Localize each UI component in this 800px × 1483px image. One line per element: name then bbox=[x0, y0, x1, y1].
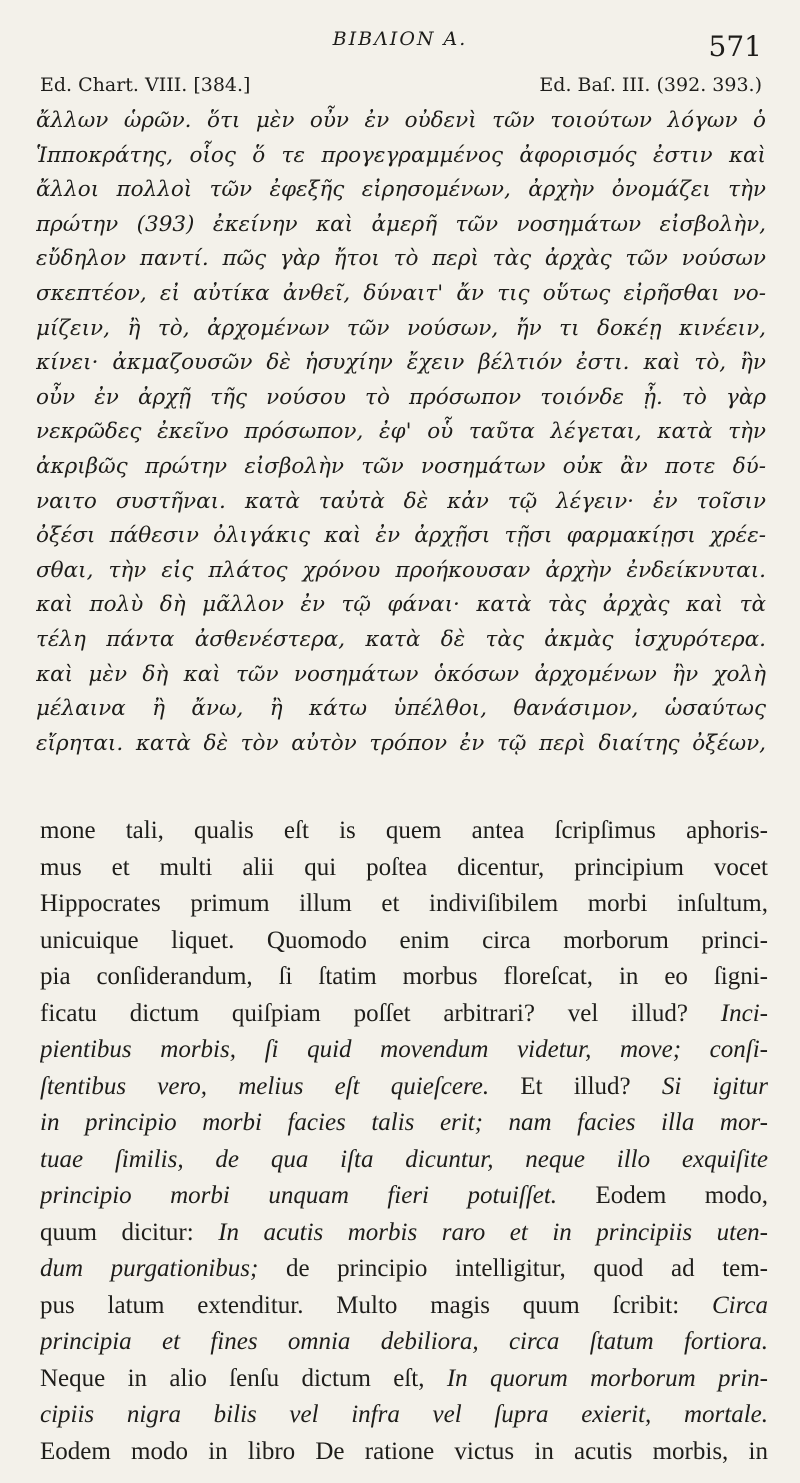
greek-text-line: ἄλλων ὡρῶν. ὅτι μὲν οὖν ἐν οὐδενὶ τῶν τοιούτων λόγων ὁ bbox=[36, 108, 766, 133]
latin-text-run: quum dicitur: bbox=[40, 1218, 219, 1246]
latin-text-line bbox=[40, 1361, 768, 1398]
latin-text-line bbox=[40, 850, 768, 887]
greek-text-line: εὔδηλον παντί. πῶς γὰρ ἤτοι τὸ περὶ τὰς ἀρχὰς τῶν νούσων bbox=[36, 246, 766, 272]
latin-text-line bbox=[40, 1215, 768, 1252]
greek-text-block bbox=[36, 104, 766, 761]
italic-quotation: principia et fines omnia debiliora, circa ſtatum fortiora. bbox=[40, 1328, 768, 1355]
greek-text-line: σκεπτέον, εἰ αὐτίκα ἀνθεῖ, δύναιτ' ἄν τις οὕτως εἰρῆσθαι νο- bbox=[36, 280, 766, 306]
latin-text-line bbox=[40, 1178, 768, 1215]
latin-text-line bbox=[40, 923, 768, 960]
latin-text-run: de principio intelligitur, quod ad tem- bbox=[258, 1255, 768, 1282]
latin-text-line bbox=[40, 1324, 768, 1361]
italic-quotation: in principio morbi facies talis erit; nam facies illa mor- bbox=[40, 1109, 768, 1136]
edition-reference-chart: Ed. Chart. VIII. [384.] bbox=[40, 74, 251, 96]
latin-text-run: pia conſiderandum, ſi ſtatim morbus floreſcat, in eo ſigni- bbox=[40, 963, 768, 990]
italic-quotation: pientibus morbis, ſi quid movendum videtur, move; conſi- bbox=[40, 1036, 768, 1063]
greek-text-line: κίνει· ἀκμαζουσῶν δὲ ἡσυχίην ἔχειν βέλτιόν ἐστι. καὶ τὸ, ἢν bbox=[36, 350, 766, 376]
italic-quotation: ſtentibus vero, melius eſt quieſcere. bbox=[40, 1072, 490, 1100]
latin-text-line bbox=[40, 996, 768, 1033]
edition-reference-basel: Ed. Baſ. III. (392. 393.) bbox=[539, 74, 762, 96]
latin-text-run: pus latum extenditur. Multo magis quum ſcribit: bbox=[40, 1291, 712, 1319]
latin-text-block bbox=[40, 813, 768, 1470]
italic-quotation: principio morbi unquam fieri potuiſſet. bbox=[40, 1182, 558, 1209]
latin-text-line bbox=[40, 813, 768, 850]
italic-quotation: cipiis nigra bilis vel infra vel ſupra exierit, mortale. bbox=[40, 1401, 768, 1428]
italic-quotation: tuae ſimilis, de qua iſta dicuntur, neque illo exquiſite bbox=[40, 1145, 768, 1173]
latin-text-line bbox=[40, 1105, 768, 1142]
latin-text-line bbox=[40, 959, 768, 996]
latin-text-line bbox=[40, 1142, 768, 1179]
latin-text-line bbox=[40, 1069, 768, 1106]
latin-text-line bbox=[40, 1032, 768, 1069]
greek-text-line: καὶ μὲν δὴ καὶ τῶν νοσημάτων ὁκόσων ἀρχομένων ἢν χολὴ bbox=[36, 661, 766, 687]
italic-quotation: Circa bbox=[711, 1291, 768, 1319]
latin-text-run: mus et multi alii qui poſtea dicentur, principium vocet bbox=[40, 853, 768, 881]
latin-text-run: ficatu dictum quiſpiam poſſet arbitrari? vel illud? bbox=[40, 999, 721, 1027]
italic-quotation: In acutis morbis raro et in principiis uten- bbox=[218, 1218, 768, 1246]
greek-text-line: Ἱπποκράτης, οἷος ὅ τε προγεγραμμένος ἀφορισμός ἐστιν καὶ bbox=[36, 142, 766, 168]
latin-text-line bbox=[40, 1288, 768, 1325]
page-number: 571 bbox=[708, 30, 762, 63]
latin-text-line bbox=[40, 1251, 768, 1288]
italic-quotation: Inci- bbox=[720, 999, 768, 1027]
greek-text-line: ναιτο συστῆναι. κατὰ ταὐτὰ δὲ κἀν τῷ λέγειν· ἐν τοῖσιν bbox=[36, 488, 766, 514]
latin-text-run: Et illud? bbox=[489, 1072, 662, 1100]
greek-text-line: μίζειν, ἢ τὸ, ἀρχομένων τῶν νούσων, ἤν τι δοκέῃ κινέειν, bbox=[36, 315, 766, 341]
greek-text-line: πρώτην (393) ἐκείνην καὶ ἀμερῆ τῶν νοσημάτων εἰσβολὴν, bbox=[36, 211, 766, 237]
latin-text-run: unicuique liquet. Quomodo enim circa morborum princi- bbox=[40, 926, 768, 954]
greek-text-line: μέλαινα ἢ ἄνω, ἢ κάτω ὑπέλθοι, θανάσιμον, ὡσαύτως bbox=[36, 696, 766, 722]
running-head: ΒΙΒΛΙΟΝ Α. bbox=[332, 28, 468, 50]
greek-text-line: σθαι, τὴν εἰς πλάτος χρόνου προήκουσαν ἀρχὴν ἐνδείκνυται. bbox=[36, 557, 766, 583]
latin-text-run: mone tali, qualis eſt is quem antea ſcripſimus aphoris- bbox=[40, 817, 768, 844]
greek-text-line: ἀκριβῶς πρώτην εἰσβολὴν τῶν νοσημάτων οὐκ ἂν ποτε δύ- bbox=[36, 453, 766, 479]
latin-text-line bbox=[40, 1434, 768, 1471]
greek-text-line: ἄλλοι πολλοὶ τῶν ἐφεξῆς εἰρησομένων, ἀρχὴν ὀνομάζει τὴν bbox=[36, 177, 766, 203]
latin-text-line bbox=[40, 1397, 768, 1434]
latin-text-run: Neque in alio ſenſu dictum eſt, bbox=[40, 1364, 447, 1392]
greek-text-line: ὀξέσι πάθεσιν ὀλιγάκις καὶ ἐν ἀρχῇσι τῇσι φαρμακίῃσι χρέε- bbox=[36, 523, 766, 549]
latin-text-run: Eodem modo in libro De ratione victus in acutis morbis, in bbox=[40, 1437, 768, 1465]
italic-quotation: In quorum morborum prin- bbox=[446, 1364, 768, 1392]
latin-text-line bbox=[40, 886, 768, 923]
greek-text-line: καὶ πολὺ δὴ μᾶλλον ἐν τῷ φάναι· κατὰ τὰς ἀρχὰς καὶ τὰ bbox=[36, 592, 766, 618]
latin-text-run: Hippocrates primum illum et indiviſibilem morbi inſultum, bbox=[40, 890, 768, 917]
greek-text-line: οὖν ἐν ἀρχῇ τῆς νούσου τὸ πρόσωπον τοιόνδε ᾖ. τὸ γὰρ bbox=[36, 384, 766, 410]
greek-text-line: τέλη πάντα ἀσθενέστερα, κατὰ δὲ τὰς ἀκμὰς ἰσχυρότερα. bbox=[36, 626, 766, 652]
italic-quotation: dum purgationibus; bbox=[40, 1255, 259, 1282]
italic-quotation: Si igitur bbox=[661, 1072, 768, 1100]
greek-text-line: εἴρηται. κατὰ δὲ τὸν αὐτὸν τρόπον ἐν τῷ περὶ διαίτης ὀξέων, bbox=[36, 730, 766, 756]
latin-text-run: Eodem modo, bbox=[557, 1182, 768, 1209]
greek-text-line: νεκρῶδες ἐκεῖνο πρόσωπον, ἐφ' οὗ ταῦτα λέγεται, κατὰ τὴν bbox=[36, 419, 766, 445]
